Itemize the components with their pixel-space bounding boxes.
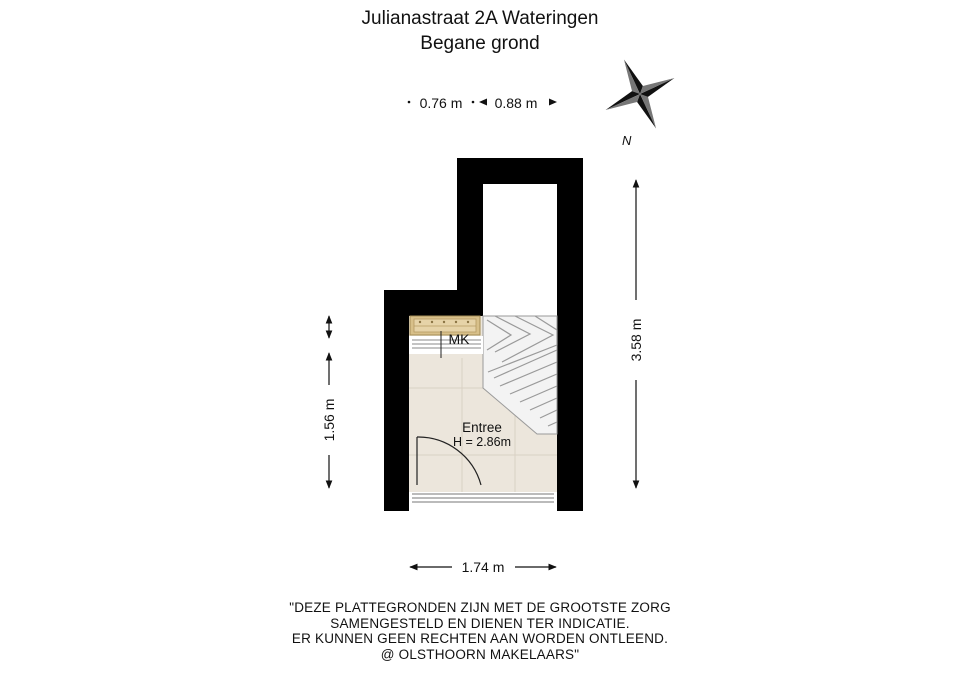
left-height-dimension: 1.56 m — [321, 398, 337, 442]
meter-cupboard-label: MK — [448, 331, 470, 347]
plan-address-title: Julianastraat 2A Wateringen — [361, 8, 599, 29]
right-height-dimension: 3.58 m — [628, 318, 644, 362]
upper-void — [483, 184, 557, 316]
entrance-height-label: H = 2.86m — [452, 435, 512, 449]
bottom-width-dimension: 1.74 m — [461, 559, 505, 575]
compass-rose-icon — [590, 44, 691, 145]
disclaimer-line: ER KUNNEN GEEN RECHTEN AAN WORDEN ONTLEEND. — [291, 631, 669, 646]
plan-floor-title: Begane grond — [420, 33, 540, 54]
entrance-room-label: Entree — [462, 420, 502, 435]
meter-cupboard — [409, 316, 483, 358]
compass-north-label: N — [622, 133, 632, 148]
disclaimer-line: SAMENGESTELD EN DIENEN TER INDICATIE. — [330, 615, 630, 631]
disclaimer-line: @ OLSTHOORN MAKELAARS" — [380, 646, 580, 662]
top-left-dimension: 0.76 m — [419, 95, 463, 111]
disclaimer-line: "DEZE PLATTEGRONDEN ZIJN MET DE GROOTSTE ZORG — [289, 600, 671, 615]
disclaimer — [0, 600, 960, 662]
top-right-dimension: 0.88 m — [494, 95, 538, 111]
